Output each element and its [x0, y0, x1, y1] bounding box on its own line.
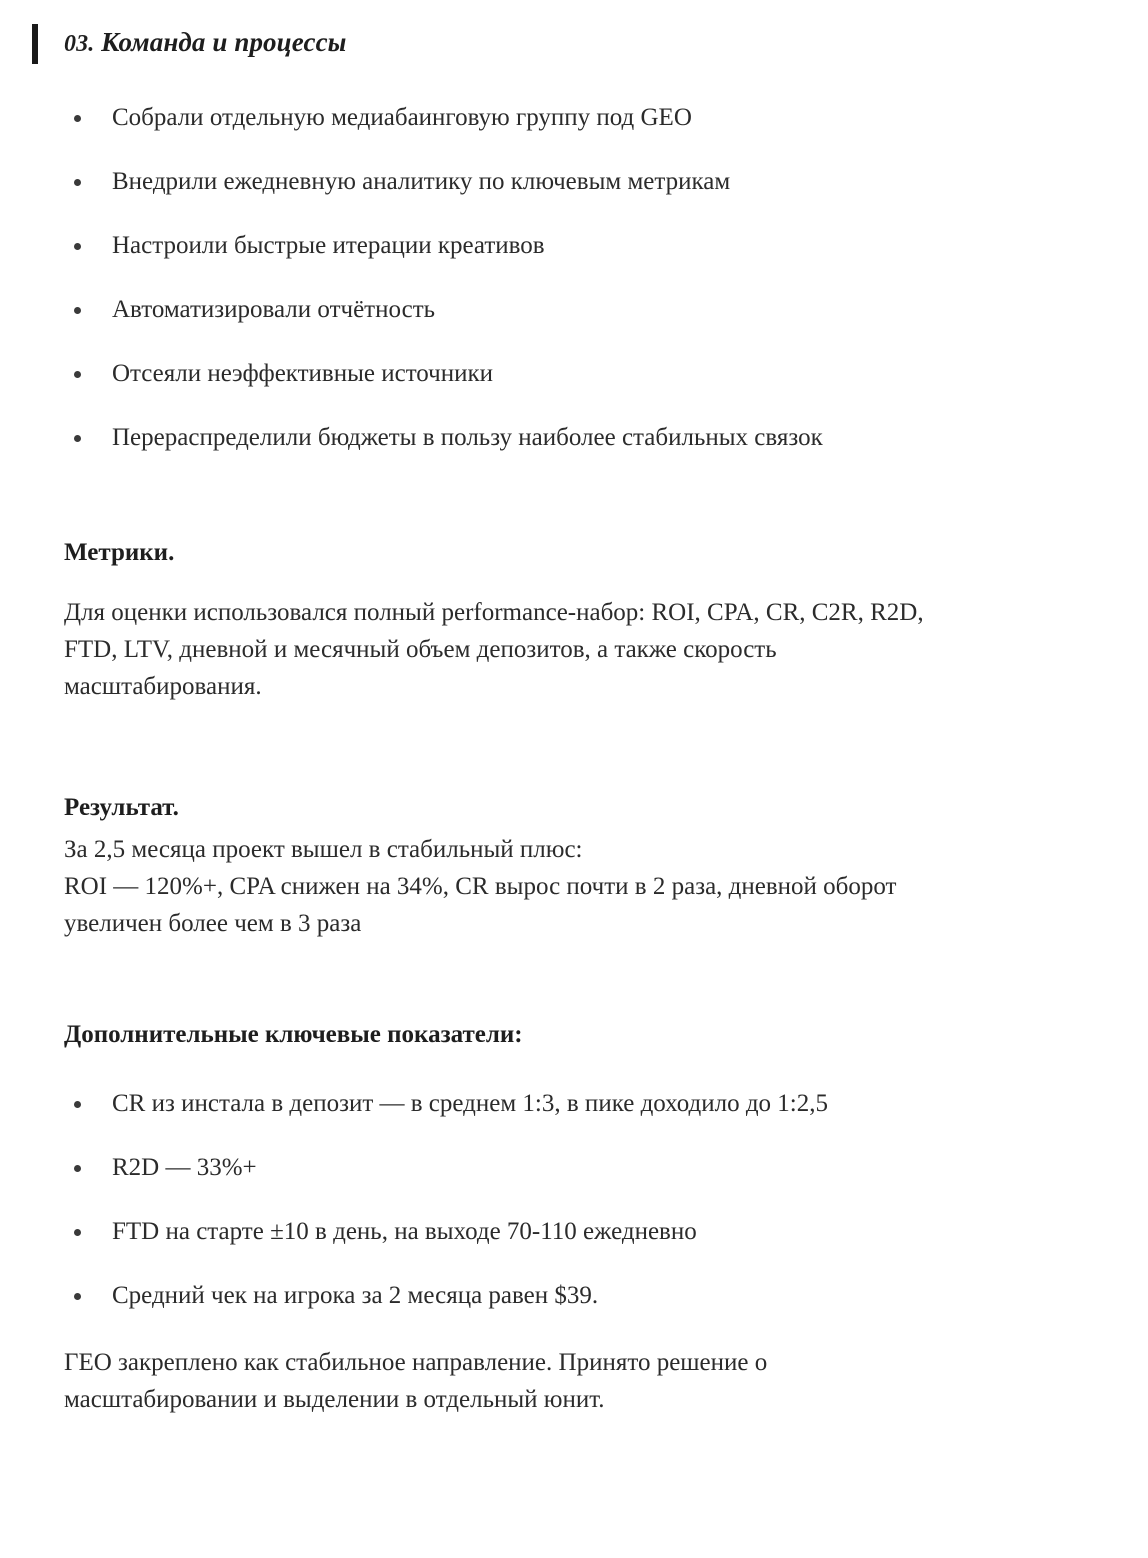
bullet-dot-icon: [74, 435, 81, 442]
process-bullet-list: [0, 102, 1148, 454]
extra-kpi-heading: Дополнительные ключевые показатели:: [64, 1021, 523, 1048]
list-item: [0, 1088, 1148, 1120]
list-item-label: Отсеяли неэффективные источники: [112, 360, 494, 387]
bullet-dot-icon: [74, 243, 81, 250]
list-item-label: FTD на старте ±10 в день, на выходе 70-110 ежедневно: [112, 1218, 697, 1245]
bullet-dot-icon: [74, 371, 81, 378]
paragraph-line: ROI — 120%+, CPA снижен на 34%, CR вырос почти в 2 раза, дневной оборот: [64, 873, 897, 900]
bullet-dot-icon: [74, 1229, 81, 1236]
bullet-dot-icon: [74, 115, 81, 122]
document-page: [0, 22, 1148, 1558]
paragraph-line: масштабировании и выделении в отдельный юнит.: [64, 1386, 605, 1413]
bullet-dot-icon: [74, 179, 81, 186]
paragraph-line: FTD, LTV, дневной и месячный объем депозитов, а также скорость: [64, 636, 777, 663]
closing-section: [0, 1344, 1148, 1418]
section-title-text: Команда и процессы: [101, 27, 347, 57]
bullet-dot-icon: [74, 1165, 81, 1172]
bullet-dot-icon: [74, 1101, 81, 1108]
list-item: [0, 166, 1148, 198]
list-item-label: Перераспределили бюджеты в пользу наиболее стабильных связок: [112, 424, 823, 451]
metrics-heading: Метрики.: [64, 539, 175, 566]
extra-kpi-heading-block: [0, 1018, 1148, 1052]
accent-bar: [32, 24, 38, 64]
list-item-label: Внедрили ежедневную аналитику по ключевым метрикам: [112, 168, 731, 195]
list-item: [0, 294, 1148, 326]
list-item-label: CR из инстала в депозит — в среднем 1:3, в пике доходило до 1:2,5: [112, 1090, 828, 1117]
list-item-label: Средний чек на игрока за 2 месяца равен $39.: [112, 1282, 599, 1309]
list-item: [0, 102, 1148, 134]
list-item-label: Автоматизировали отчётность: [112, 296, 436, 323]
list-item: [0, 422, 1148, 454]
metrics-paragraph: [64, 594, 1048, 705]
section-heading-block: [0, 22, 1148, 64]
paragraph-line: ГЕО закреплено как стабильное направление. Принято решение о: [64, 1349, 768, 1376]
paragraph-line: За 2,5 месяца проект вышел в стабильный плюс:: [64, 836, 583, 863]
list-item: [0, 1152, 1148, 1184]
paragraph-line: Для оценки использовался полный performance-набор: ROI, CPA, CR, C2R, R2D,: [64, 599, 924, 626]
list-item-label: Настроили быстрые итерации креативов: [112, 232, 545, 259]
list-item: [0, 1280, 1148, 1312]
paragraph-line: увеличен более чем в 3 раза: [64, 910, 362, 937]
result-paragraph: [64, 831, 1048, 942]
list-item-label: R2D — 33%+: [112, 1154, 257, 1181]
closing-paragraph: [64, 1344, 1048, 1418]
extra-kpi-bullet-list: [0, 1088, 1148, 1312]
bullet-dot-icon: [74, 307, 81, 314]
paragraph-line: масштабирования.: [64, 673, 262, 700]
result-section: [0, 791, 1148, 942]
page-title: [64, 22, 1148, 64]
list-item-label: Собрали отдельную медиабаинговую группу под GEO: [112, 104, 692, 131]
metrics-section: [0, 536, 1148, 705]
section-number: 03.: [64, 31, 95, 57]
result-heading: Результат.: [64, 794, 179, 821]
list-item: [0, 1216, 1148, 1248]
list-item: [0, 358, 1148, 390]
bullet-dot-icon: [74, 1293, 81, 1300]
list-item: [0, 230, 1148, 262]
